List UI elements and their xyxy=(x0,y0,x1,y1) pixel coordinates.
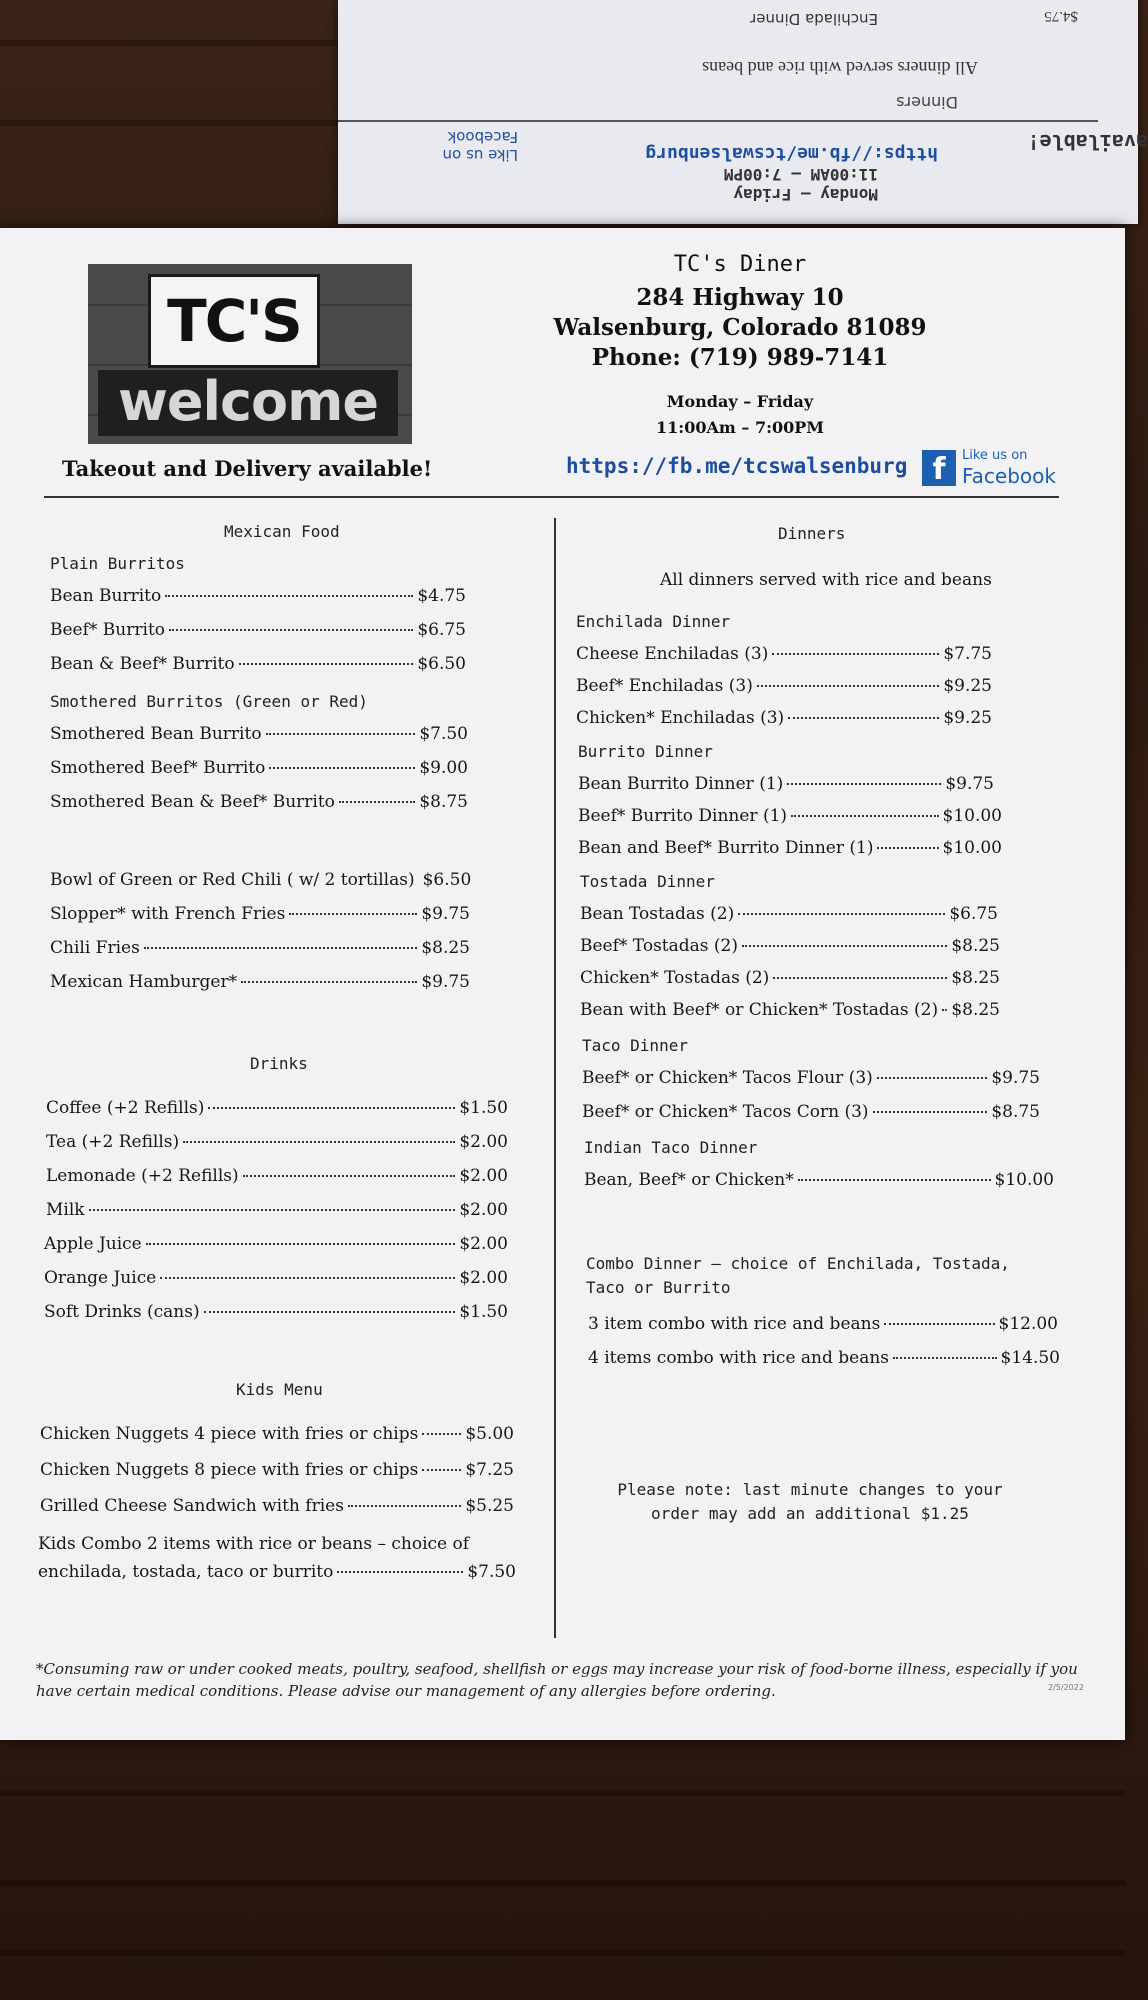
back-hours-time: 11:00AM – 7:00PM xyxy=(723,165,878,184)
back-availability: available! xyxy=(1027,130,1148,154)
menu-item xyxy=(576,708,992,728)
menu-item xyxy=(50,792,468,812)
menu-item xyxy=(588,1314,1058,1334)
enchilada-dinner-title: Enchilada Dinner xyxy=(576,612,731,631)
item-price: $6.75 xyxy=(949,904,998,924)
takeout-notice: Takeout and Delivery available! xyxy=(62,456,433,481)
item-price: $4.75 xyxy=(417,586,466,606)
menu-item xyxy=(50,870,470,890)
leader-dots xyxy=(348,1505,461,1507)
smothered-burritos-title: Smothered Burritos (Green or Red) xyxy=(50,692,368,711)
menu-item xyxy=(44,1302,508,1322)
item-name: Milk xyxy=(46,1200,85,1220)
item-price: $9.75 xyxy=(421,904,470,924)
menu-item xyxy=(50,724,468,744)
menu-item xyxy=(50,586,466,606)
item-name: Bean and Beef* Burrito Dinner (1) xyxy=(578,838,874,858)
item-name: Chicken* Enchiladas (3) xyxy=(576,708,785,728)
note-line1: Please note: last minute changes to your xyxy=(617,1480,1003,1499)
leader-dots xyxy=(241,981,417,983)
back-url: https://fb.me/tcswalsenburg xyxy=(645,143,938,164)
item-name: Bean Burrito Dinner (1) xyxy=(578,774,784,794)
address-line2: Walsenburg, Colorado 81089 xyxy=(553,314,927,341)
item-price: $2.00 xyxy=(459,1132,508,1152)
phone: Phone: (719) 989-7141 xyxy=(591,344,889,371)
leader-dots xyxy=(422,1469,461,1471)
item-name: Lemonade (+2 Refills) xyxy=(46,1166,239,1186)
item-name: Bean & Beef* Burrito xyxy=(50,654,235,674)
item-price: $8.75 xyxy=(991,1102,1040,1122)
hours-days: Monday – Friday xyxy=(666,392,814,411)
item-name: Orange Juice xyxy=(44,1268,157,1288)
menu-item xyxy=(50,904,470,924)
item-name: Smothered Beef* Burrito xyxy=(50,758,266,778)
item-name: Chicken Nuggets 8 piece with fries or chips xyxy=(40,1460,419,1480)
dinners-note: All dinners served with rice and beans xyxy=(660,570,992,590)
leader-dots xyxy=(422,1433,461,1435)
leader-dots xyxy=(337,1571,463,1573)
item-name: Coffee (+2 Refills) xyxy=(46,1098,205,1118)
item-name: Chicken Nuggets 4 piece with fries or chips xyxy=(40,1424,419,1444)
item-price: $8.25 xyxy=(951,1000,1000,1020)
menu-item xyxy=(46,1098,508,1118)
item-name: Beef* Burrito xyxy=(50,620,166,640)
item-price: $14.50 xyxy=(1000,1348,1060,1368)
leader-dots xyxy=(877,1077,988,1079)
column-divider xyxy=(554,518,556,1638)
leader-dots xyxy=(787,783,941,785)
background-menu-sheet xyxy=(338,0,1148,224)
item-price: $12.00 xyxy=(998,1314,1058,1334)
item-price: $6.50 xyxy=(422,870,472,890)
item-price: $8.25 xyxy=(421,938,470,958)
menu-item xyxy=(582,1068,1040,1088)
item-name: 4 items combo with rice and beans xyxy=(588,1348,890,1368)
item-name: Beef* Tostadas (2) xyxy=(580,936,738,956)
menu-item xyxy=(40,1424,514,1444)
kids-combo-line1: Kids Combo 2 items with rice or beans – choice of xyxy=(38,1534,470,1554)
leader-dots xyxy=(289,913,417,915)
leader-dots xyxy=(893,1357,996,1359)
item-price: $2.00 xyxy=(459,1166,508,1186)
menu-item xyxy=(46,1200,508,1220)
menu-item xyxy=(50,620,466,640)
indian-taco-dinner-title: Indian Taco Dinner xyxy=(584,1138,758,1157)
note-line2: order may add an additional $1.25 xyxy=(651,1504,969,1523)
leader-dots xyxy=(266,733,416,735)
leader-dots xyxy=(146,1243,456,1245)
item-name: Chili Fries xyxy=(50,938,140,958)
item-name: Chicken* Tostadas (2) xyxy=(580,968,770,988)
diner-info xyxy=(520,252,960,441)
facebook-like-text: Like us on xyxy=(962,448,1028,463)
menu-item xyxy=(50,972,470,992)
item-price: $9.75 xyxy=(421,972,470,992)
item-price: $2.00 xyxy=(459,1200,508,1220)
item-name: Tea (+2 Refills) xyxy=(46,1132,180,1152)
menu-item xyxy=(38,1562,516,1582)
back-divider xyxy=(338,120,1098,122)
leader-dots xyxy=(160,1277,455,1279)
burrito-dinner-title: Burrito Dinner xyxy=(578,742,713,761)
taco-dinner-title: Taco Dinner xyxy=(582,1036,688,1055)
leader-dots xyxy=(773,977,947,979)
leader-dots xyxy=(798,1179,991,1181)
header-divider xyxy=(44,496,1059,498)
item-name: Grilled Cheese Sandwich with fries xyxy=(40,1496,344,1516)
leader-dots xyxy=(169,629,413,631)
dinners-title: Dinners xyxy=(778,524,846,543)
item-name: Bean Burrito xyxy=(50,586,162,606)
leader-dots xyxy=(873,1111,988,1113)
leader-dots xyxy=(204,1311,456,1313)
logo-photo xyxy=(88,264,412,444)
leader-dots xyxy=(165,595,413,597)
item-price: $9.00 xyxy=(419,758,468,778)
item-name: Bean Tostadas (2) xyxy=(580,904,735,924)
leader-dots xyxy=(877,847,938,849)
item-name: enchilada, tostada, taco or burrito xyxy=(38,1562,334,1582)
leader-dots xyxy=(772,653,939,655)
food-safety-disclaimer: *Consuming raw or under cooked meats, poultry, seafood, shellfish or eggs may increase your risk of food-borne illness, especially if you have certain medical conditions. Please advise our management of any allergies before ordering. xyxy=(36,1660,1078,1700)
menu-item xyxy=(40,1460,514,1480)
item-name: Apple Juice xyxy=(44,1234,142,1254)
item-price: $9.25 xyxy=(943,676,992,696)
leader-dots xyxy=(89,1209,456,1211)
menu-item xyxy=(580,904,998,924)
item-price: $9.75 xyxy=(945,774,994,794)
item-price: $1.50 xyxy=(459,1098,508,1118)
item-price: $6.50 xyxy=(417,654,466,674)
item-price: $7.75 xyxy=(943,644,992,664)
menu-item xyxy=(50,938,470,958)
item-name: Mexican Hamburger* xyxy=(50,972,238,992)
item-name: Bean with Beef* or Chicken* Tostadas (2) xyxy=(580,1000,939,1020)
item-price: $7.50 xyxy=(419,724,468,744)
back-dinners-note: All dinners served with rice and beans xyxy=(702,58,978,78)
facebook-name: Facebook xyxy=(962,464,1056,488)
menu-item xyxy=(580,1000,1000,1020)
menu-item xyxy=(588,1348,1060,1368)
item-name: Beef* Enchiladas (3) xyxy=(576,676,753,696)
item-price: $1.50 xyxy=(459,1302,508,1322)
back-facebook-name: Facebook xyxy=(447,128,518,146)
menu-item xyxy=(576,644,992,664)
item-price: $10.00 xyxy=(942,806,1002,826)
menu-item xyxy=(40,1496,514,1516)
item-price: $5.00 xyxy=(465,1424,514,1444)
menu-item xyxy=(584,1170,1054,1190)
leader-dots xyxy=(269,767,415,769)
leader-dots xyxy=(243,1175,456,1177)
item-name: Bean, Beef* or Chicken* xyxy=(584,1170,794,1190)
mexican-food-title: Mexican Food xyxy=(224,522,340,541)
menu-item xyxy=(576,676,992,696)
menu-item xyxy=(580,968,1000,988)
address-line1: 284 Highway 10 xyxy=(636,284,844,311)
item-name: Slopper* with French Fries xyxy=(50,904,286,924)
menu-item xyxy=(580,936,1000,956)
combo-dinner-title-line1: Combo Dinner – choice of Enchilada, Tostada, xyxy=(586,1254,1010,1273)
diner-name: TC's Diner xyxy=(673,252,807,277)
date-stamp: 2/5/2022 xyxy=(1048,1683,1084,1692)
leader-dots xyxy=(884,1323,994,1325)
menu-item xyxy=(578,838,1002,858)
leader-dots xyxy=(791,815,938,817)
item-price: $10.00 xyxy=(994,1170,1054,1190)
logo-welcome: welcome xyxy=(98,370,398,436)
tostada-dinner-title: Tostada Dinner xyxy=(580,872,715,891)
menu-item xyxy=(50,758,468,778)
item-name: Bowl of Green or Red Chili ( w/ 2 tortillas) xyxy=(50,870,415,890)
item-price: $8.25 xyxy=(951,936,1000,956)
combo-dinner-title-line2: Taco or Burrito xyxy=(586,1278,731,1297)
item-name: Beef* or Chicken* Tacos Flour (3) xyxy=(582,1068,873,1088)
menu-item xyxy=(44,1234,508,1254)
wood-grain xyxy=(0,1880,1125,1886)
back-hours-days: Monday – Friday xyxy=(733,185,878,204)
menu-item xyxy=(582,1102,1040,1122)
leader-dots xyxy=(144,947,418,949)
menu-item xyxy=(46,1132,508,1152)
item-price: $9.75 xyxy=(991,1068,1040,1088)
item-price: $8.75 xyxy=(419,792,468,812)
item-name: Smothered Bean & Beef* Burrito xyxy=(50,792,335,812)
item-price: $8.25 xyxy=(951,968,1000,988)
item-price: $2.00 xyxy=(459,1234,508,1254)
menu-item xyxy=(44,1268,508,1288)
leader-dots xyxy=(942,1009,947,1011)
kids-menu-title: Kids Menu xyxy=(236,1380,323,1399)
leader-dots xyxy=(239,663,414,665)
back-enchilada-title: Enchilada Dinner xyxy=(750,10,878,28)
leader-dots xyxy=(339,801,415,803)
drinks-title: Drinks xyxy=(250,1054,308,1073)
back-dinners-title: Dinners xyxy=(896,93,958,112)
facebook-icon: f xyxy=(922,450,956,486)
leader-dots xyxy=(757,685,939,687)
leader-dots xyxy=(183,1141,455,1143)
leader-dots xyxy=(208,1107,455,1109)
menu-item xyxy=(578,806,1002,826)
hours-time: 11:00Am – 7:00PM xyxy=(656,418,824,437)
item-name: Soft Drinks (cans) xyxy=(44,1302,200,1322)
wood-grain xyxy=(0,1790,1125,1796)
item-name: 3 item combo with rice and beans xyxy=(588,1314,881,1334)
menu-item xyxy=(578,774,994,794)
wood-grain xyxy=(0,1950,1125,1956)
menu-sheet xyxy=(0,228,1125,1740)
back-facebook-badge xyxy=(388,128,518,164)
facebook-url: https://fb.me/tcswalsenburg xyxy=(566,454,908,478)
item-price: $7.25 xyxy=(465,1460,514,1480)
item-price: $10.00 xyxy=(942,838,1002,858)
item-price: $9.25 xyxy=(943,708,992,728)
item-price: $7.50 xyxy=(467,1562,516,1582)
logo-sign: TC'S xyxy=(148,274,320,368)
menu-item xyxy=(46,1166,508,1186)
item-name: Beef* or Chicken* Tacos Corn (3) xyxy=(582,1102,869,1122)
item-name: Smothered Bean Burrito xyxy=(50,724,262,744)
leader-dots xyxy=(788,717,939,719)
leader-dots xyxy=(742,945,947,947)
menu-item xyxy=(50,654,466,674)
item-name: Cheese Enchiladas (3) xyxy=(576,644,769,664)
item-price: $6.75 xyxy=(417,620,466,640)
back-price-fragment: $4.75 xyxy=(1044,8,1078,24)
leader-dots xyxy=(738,913,945,915)
back-facebook-like: Like us on xyxy=(442,146,518,164)
item-price: $5.25 xyxy=(465,1496,514,1516)
order-change-note xyxy=(560,1478,1060,1526)
item-price: $2.00 xyxy=(459,1268,508,1288)
item-name: Beef* Burrito Dinner (1) xyxy=(578,806,788,826)
plain-burritos-title: Plain Burritos xyxy=(50,554,185,573)
